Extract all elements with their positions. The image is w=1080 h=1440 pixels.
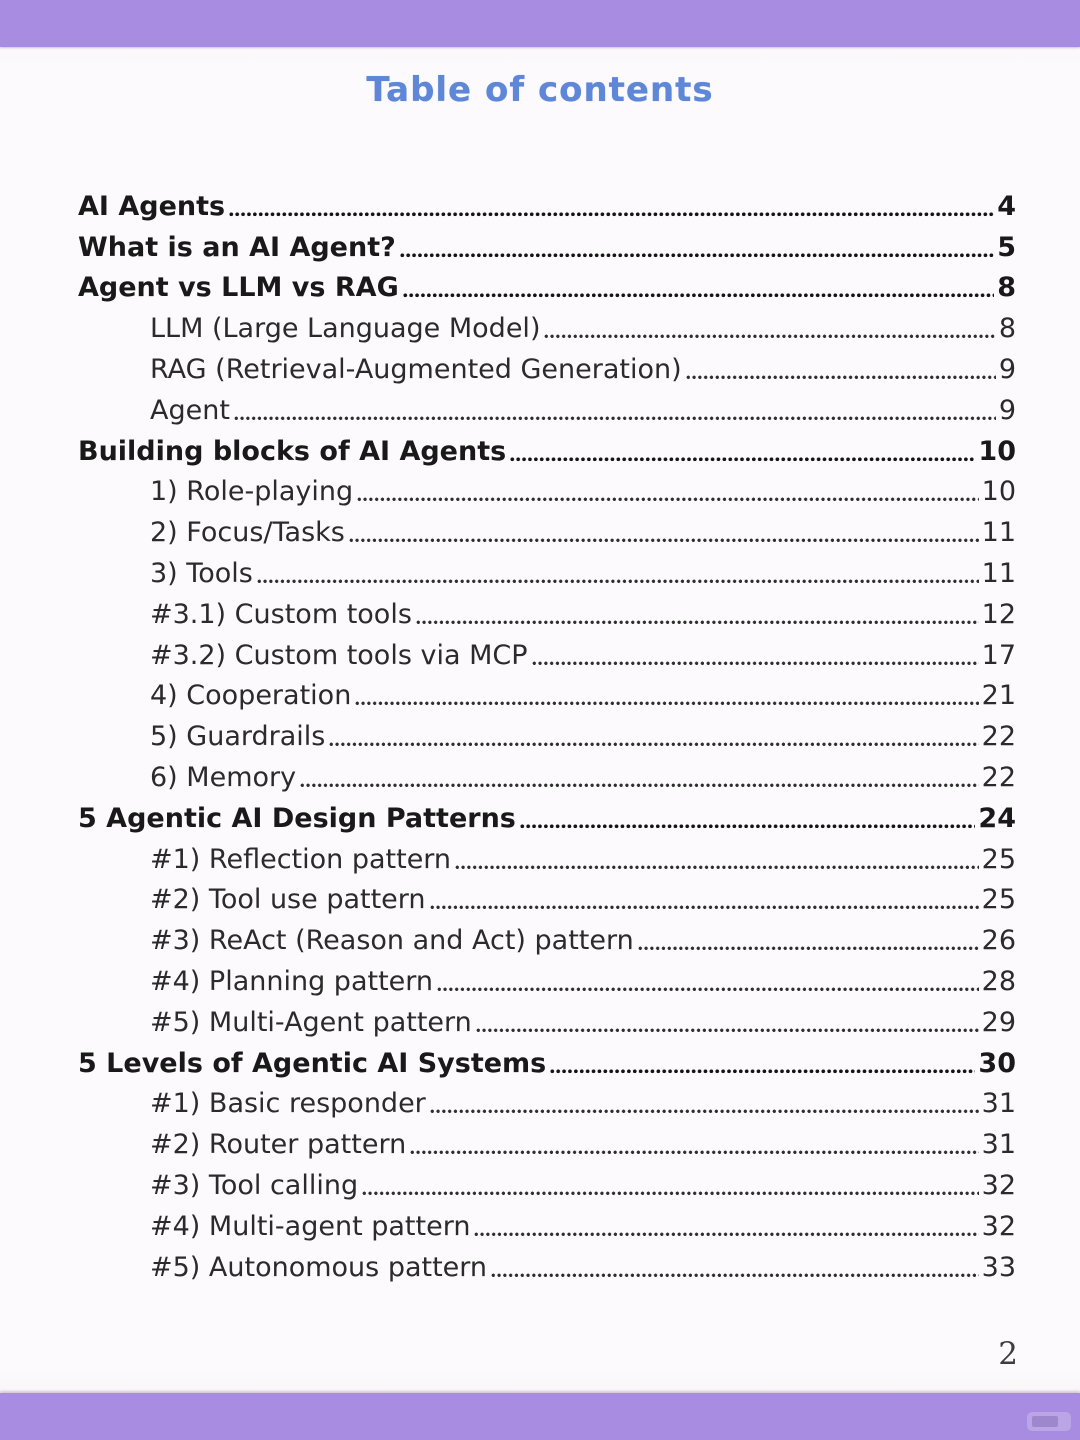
dot-leader	[355, 701, 978, 706]
toc-entry-label: Building blocks of AI Agents	[78, 435, 507, 467]
toc-entry	[78, 757, 1016, 798]
toc-entry-page-number: 28	[981, 966, 1016, 998]
toc-entry	[78, 349, 1016, 390]
toc-entry-label: #3) Tool calling	[150, 1170, 359, 1202]
toc-entry	[78, 1002, 1016, 1043]
dot-leader	[437, 987, 979, 992]
dot-leader	[491, 1273, 979, 1278]
toc-entry-page-number: 8	[997, 272, 1016, 304]
toc-entry	[78, 186, 1016, 227]
toc-entry-label: #3.2) Custom tools via MCP	[150, 639, 528, 671]
toc-entry-page-number: 29	[981, 1006, 1016, 1038]
toc-entry-label: #2) Router pattern	[150, 1129, 407, 1161]
toc-entry-label: 4) Cooperation	[150, 680, 352, 712]
toc-entry	[78, 512, 1016, 553]
toc-entry	[78, 1206, 1016, 1247]
toc-entry	[78, 716, 1016, 757]
toc-entry	[78, 308, 1016, 349]
page-title: Table of contents	[366, 70, 714, 110]
dot-leader	[410, 1150, 978, 1155]
toc-entry	[78, 1124, 1016, 1165]
toc-entry-label: #5) Autonomous pattern	[150, 1251, 488, 1283]
dot-leader	[474, 1232, 978, 1237]
toc-entry-page-number: 32	[981, 1210, 1016, 1242]
toc-entry	[78, 268, 1016, 309]
dot-leader	[510, 457, 975, 462]
toc-entry-page-number: 8	[998, 313, 1016, 345]
toc-entry	[78, 1084, 1016, 1125]
watermark-badge	[1027, 1412, 1071, 1431]
toc-entry-page-number: 24	[978, 802, 1016, 834]
toc-entry-label: 5) Guardrails	[150, 721, 326, 753]
toc-entry-page-number: 32	[981, 1170, 1016, 1202]
toc-entry-page-number: 22	[981, 721, 1016, 753]
toc-entry	[78, 798, 1016, 839]
dot-leader	[476, 1028, 979, 1033]
toc-entry-page-number: 5	[997, 231, 1016, 263]
dot-leader	[430, 1109, 979, 1114]
toc-entry-label: #4) Multi-agent pattern	[150, 1210, 471, 1242]
dot-leader	[638, 946, 979, 951]
dot-leader	[257, 579, 979, 584]
toc-entry-label: #3.1) Custom tools	[150, 598, 412, 630]
toc-entry	[78, 1165, 1016, 1206]
toc-entry	[78, 1247, 1016, 1288]
toc-entry	[78, 635, 1016, 676]
dot-leader	[544, 334, 995, 339]
toc-entry-page-number: 21	[981, 680, 1016, 712]
toc-entry-label: #4) Planning pattern	[150, 966, 434, 998]
dot-leader	[349, 538, 979, 543]
top-border-bar	[0, 0, 1080, 47]
toc-entry-label: LLM (Large Language Model)	[150, 313, 541, 345]
dot-leader	[686, 375, 996, 380]
dot-leader	[234, 416, 996, 421]
toc-entry-page-number: 30	[978, 1047, 1016, 1079]
toc-entry-page-number: 25	[981, 884, 1016, 916]
toc-entry-label: #1) Basic responder	[150, 1088, 426, 1120]
toc-entry-label: 6) Memory	[150, 762, 297, 794]
dot-leader	[430, 905, 979, 910]
toc-entry-label: #5) Multi-Agent pattern	[150, 1006, 472, 1038]
toc-entry-label: #3) ReAct (Reason and Act) pattern	[150, 925, 634, 957]
toc-entry	[78, 472, 1016, 513]
toc-entry-label: 5 Agentic AI Design Patterns	[78, 802, 516, 834]
toc-entry	[78, 920, 1016, 961]
toc-entry-label: #1) Reflection pattern	[150, 843, 452, 875]
toc-entry-page-number: 4	[997, 190, 1016, 222]
toc-entry-label: 3) Tools	[150, 558, 253, 590]
toc-entry	[78, 880, 1016, 921]
toc-entry-page-number: 11	[981, 517, 1016, 549]
toc-entry-page-number: 17	[981, 639, 1016, 671]
toc-entry	[78, 431, 1016, 472]
toc-entry-label: 5 Levels of Agentic AI Systems	[78, 1047, 547, 1079]
toc-entry	[78, 390, 1016, 431]
toc-entry-page-number: 11	[981, 558, 1016, 590]
toc-entry	[78, 1043, 1016, 1084]
toc-entry	[78, 594, 1016, 635]
toc-entry	[78, 553, 1016, 594]
dot-leader	[403, 293, 994, 298]
dot-leader	[329, 742, 978, 747]
toc-entry-page-number: 25	[981, 843, 1016, 875]
toc-entry-label: RAG (Retrieval-Augmented Generation)	[150, 354, 682, 386]
toc-entry-page-number: 10	[978, 435, 1016, 467]
dot-leader	[550, 1069, 975, 1074]
toc-entry	[78, 839, 1016, 880]
table-of-contents	[78, 186, 1016, 1288]
toc-entry-page-number: 31	[981, 1088, 1016, 1120]
toc-entry-label: 2) Focus/Tasks	[150, 517, 345, 549]
dot-leader	[455, 865, 979, 870]
dot-leader	[362, 1191, 979, 1196]
toc-entry	[78, 676, 1016, 717]
dot-leader	[400, 253, 994, 258]
toc-entry-label: #2) Tool use pattern	[150, 884, 426, 916]
toc-entry-page-number: 9	[998, 394, 1016, 426]
dot-leader	[300, 783, 979, 788]
bottom-border-bar	[0, 1393, 1080, 1440]
toc-entry-page-number: 12	[981, 598, 1016, 630]
toc-entry	[78, 227, 1016, 268]
dot-leader	[416, 620, 979, 625]
toc-entry-page-number: 22	[981, 762, 1016, 794]
folio-page-number: 2	[998, 1336, 1018, 1372]
toc-entry-label: Agent vs LLM vs RAG	[78, 272, 399, 304]
toc-entry	[78, 961, 1016, 1002]
toc-entry-label: Agent	[150, 394, 230, 426]
dot-leader	[520, 824, 976, 829]
toc-entry-label: What is an AI Agent?	[78, 231, 396, 263]
toc-entry-label: AI Agents	[78, 190, 226, 222]
toc-entry-page-number: 26	[981, 925, 1016, 957]
dot-leader	[532, 661, 979, 666]
dot-leader	[229, 212, 994, 217]
toc-entry-page-number: 9	[998, 354, 1016, 386]
toc-entry-page-number: 31	[981, 1129, 1016, 1161]
toc-entry-label: 1) Role-playing	[150, 476, 354, 508]
toc-entry-page-number: 10	[981, 476, 1016, 508]
dot-leader	[357, 497, 979, 502]
toc-entry-page-number: 33	[981, 1251, 1016, 1283]
